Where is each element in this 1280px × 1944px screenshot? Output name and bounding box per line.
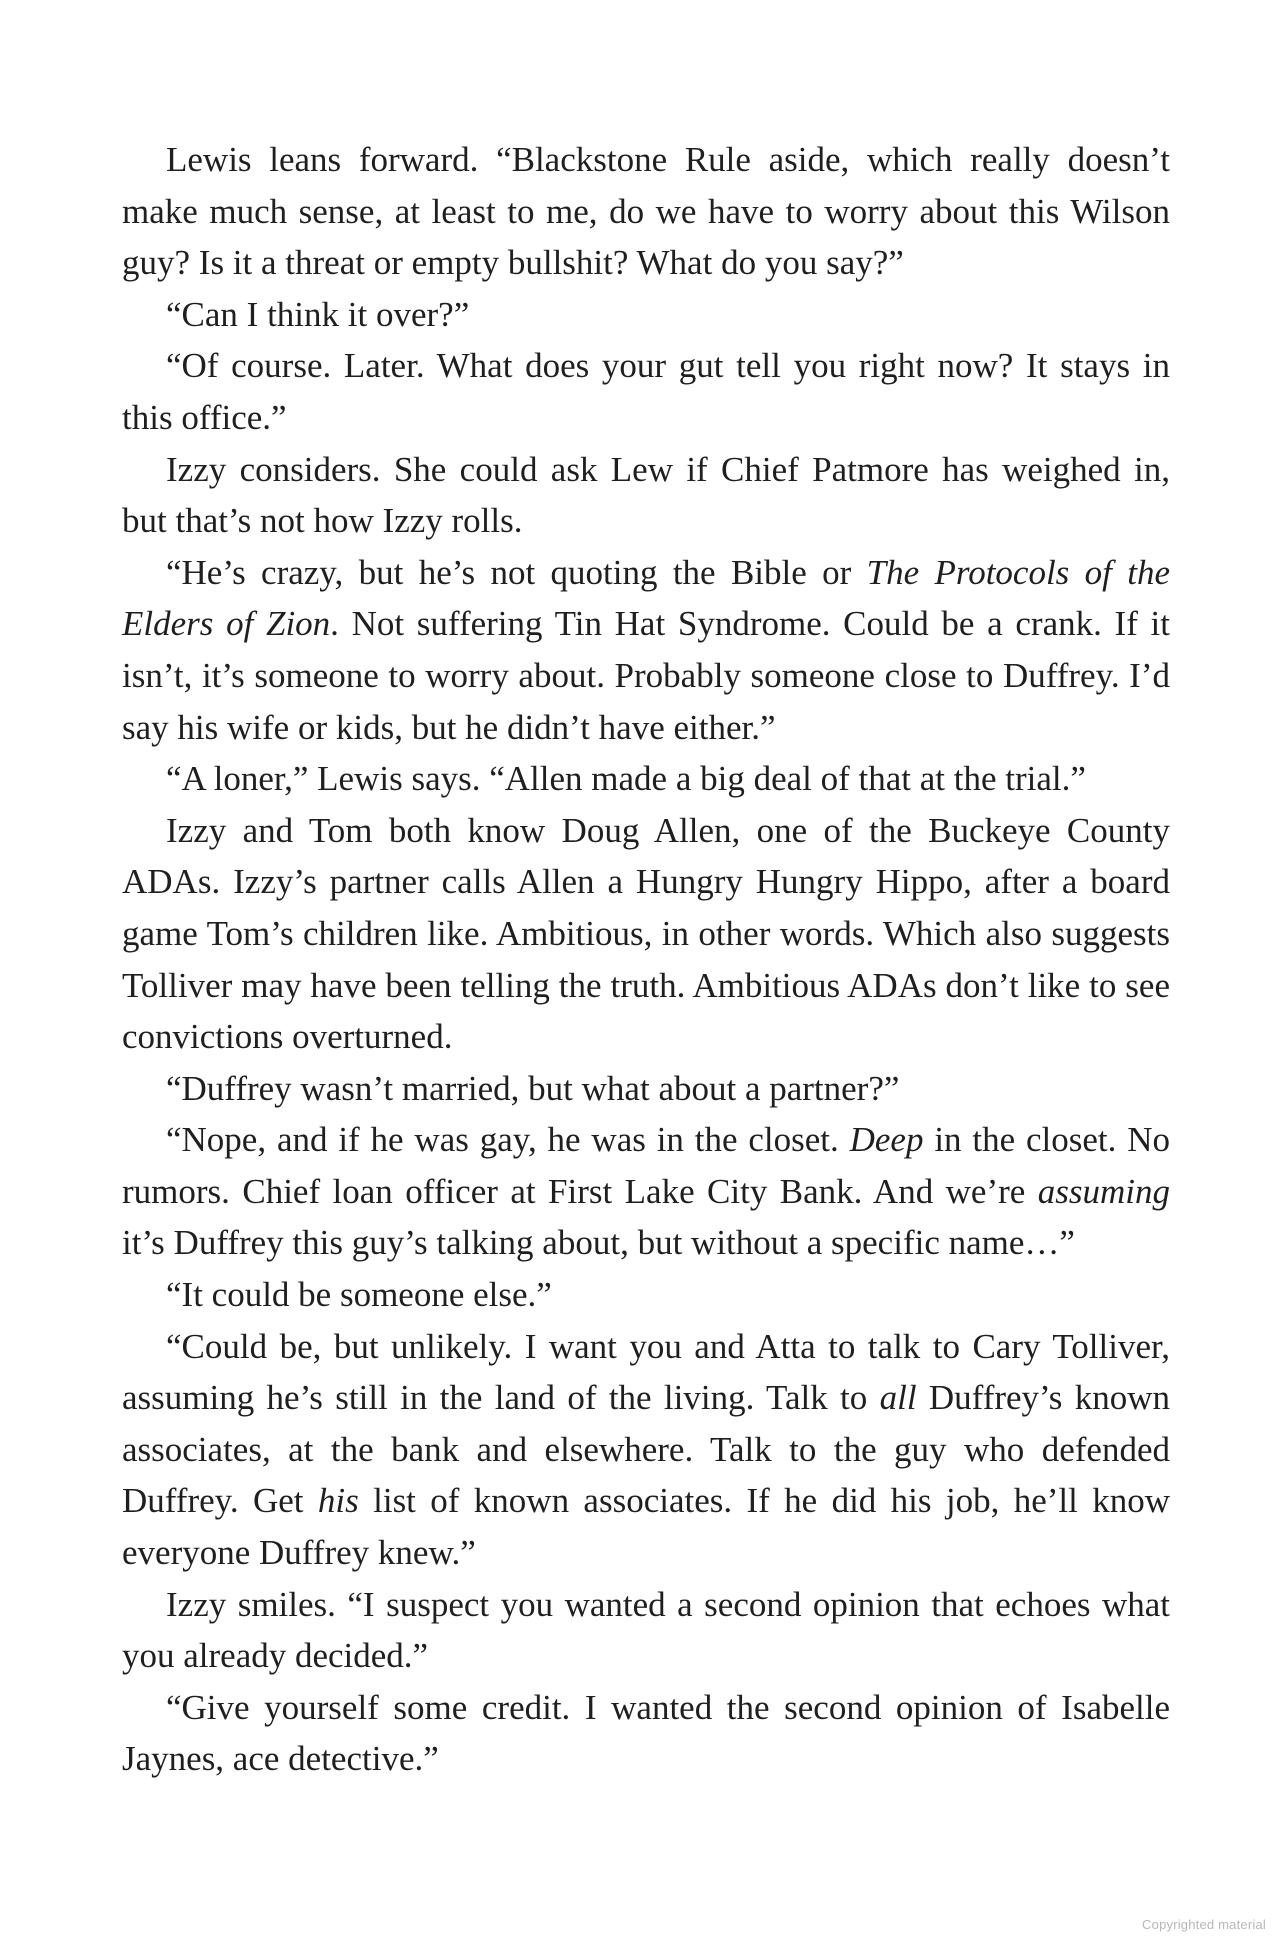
paragraph [122,1269,1170,1321]
text-run: “Could be, but unlikely. I want you and Atta to talk to Cary Tolliver, assuming he’s still in the land of the living. Talk to [122,1326,1170,1418]
paragraph [122,340,1170,443]
text-run: “Give yourself some credit. I wanted the second opinion of Isabelle Jaynes, ace detective.” [122,1687,1170,1779]
paragraph [122,1063,1170,1115]
paragraph [122,1321,1170,1579]
italic-text: assuming [1037,1171,1170,1211]
italic-text: all [879,1378,917,1418]
paragraph [122,805,1170,1063]
text-run: list of known associates. If he did his job, he’ll know everyone Duffrey knew.” [122,1481,1170,1573]
text-run: . Not suffering Tin Hat Syndrome. Could be a crank. If it isn’t, it’s someone to worry about. Probably someone close to Duffrey. I’d say his wife or kids, but he didn’t have either.” [122,604,1170,747]
italic-text: The Protocols of the Elders of Zion [122,552,1170,644]
text-run: Izzy considers. She could ask Lew if Chief Patmore has weighed in, but that’s not how Izzy rolls. [122,449,1170,541]
text-run: “He’s crazy, but he’s not quoting the Bible or [166,552,867,592]
paragraph [122,289,1170,341]
text-run: Izzy smiles. “I suspect you wanted a second opinion that echoes what you already decided.” [122,1584,1170,1676]
paragraph [122,1579,1170,1682]
paragraph [122,1682,1170,1785]
copyright-watermark: Copyrighted material [1142,1917,1266,1932]
paragraph [122,134,1170,289]
paragraph [122,444,1170,547]
italic-text: his [317,1481,359,1521]
paragraph [122,547,1170,753]
text-run: Lewis leans forward. “Blackstone Rule aside, which really doesn’t make much sense, at least to me, do we have to worry about this Wilson guy? Is it a threat or empty bullshit? What do you say?” [122,140,1170,283]
text-run: “Can I think it over?” [166,294,470,334]
text-run: “Of course. Later. What does your gut tell you right now? It stays in this office.” [122,346,1170,437]
text-run: in the closet. No rumors. Chief loan officer at First Lake City Bank. And we’re [122,1120,1170,1211]
text-run: it’s Duffrey this guy’s talking about, but without a specific name…” [122,1223,1075,1263]
paragraph [122,753,1170,805]
text-run: “A loner,” Lewis says. “Allen made a big deal of that at the trial.” [166,759,1086,799]
page-body [122,134,1170,1785]
italic-text: Deep [849,1120,924,1160]
text-run: Duffrey’s known associates, at the bank and elsewhere. Talk to the guy who defended Duffrey. Get [122,1378,1170,1521]
text-run: “Duffrey wasn’t married, but what about a partner?” [166,1068,900,1108]
text-run: “It could be someone else.” [166,1275,552,1315]
text-run: “Nope, and if he was gay, he was in the closet. [166,1120,850,1160]
text-run: Izzy and Tom both know Doug Allen, one of the Buckeye County ADAs. Izzy’s partner calls Allen a Hungry Hungry Hippo, after a board game Tom’s children like. Ambitious, in other words. Which also suggests Tolliver may have been telling the truth. Ambitious ADAs don’t like to see convictions overturned. [122,810,1170,1057]
paragraph [122,1114,1170,1269]
